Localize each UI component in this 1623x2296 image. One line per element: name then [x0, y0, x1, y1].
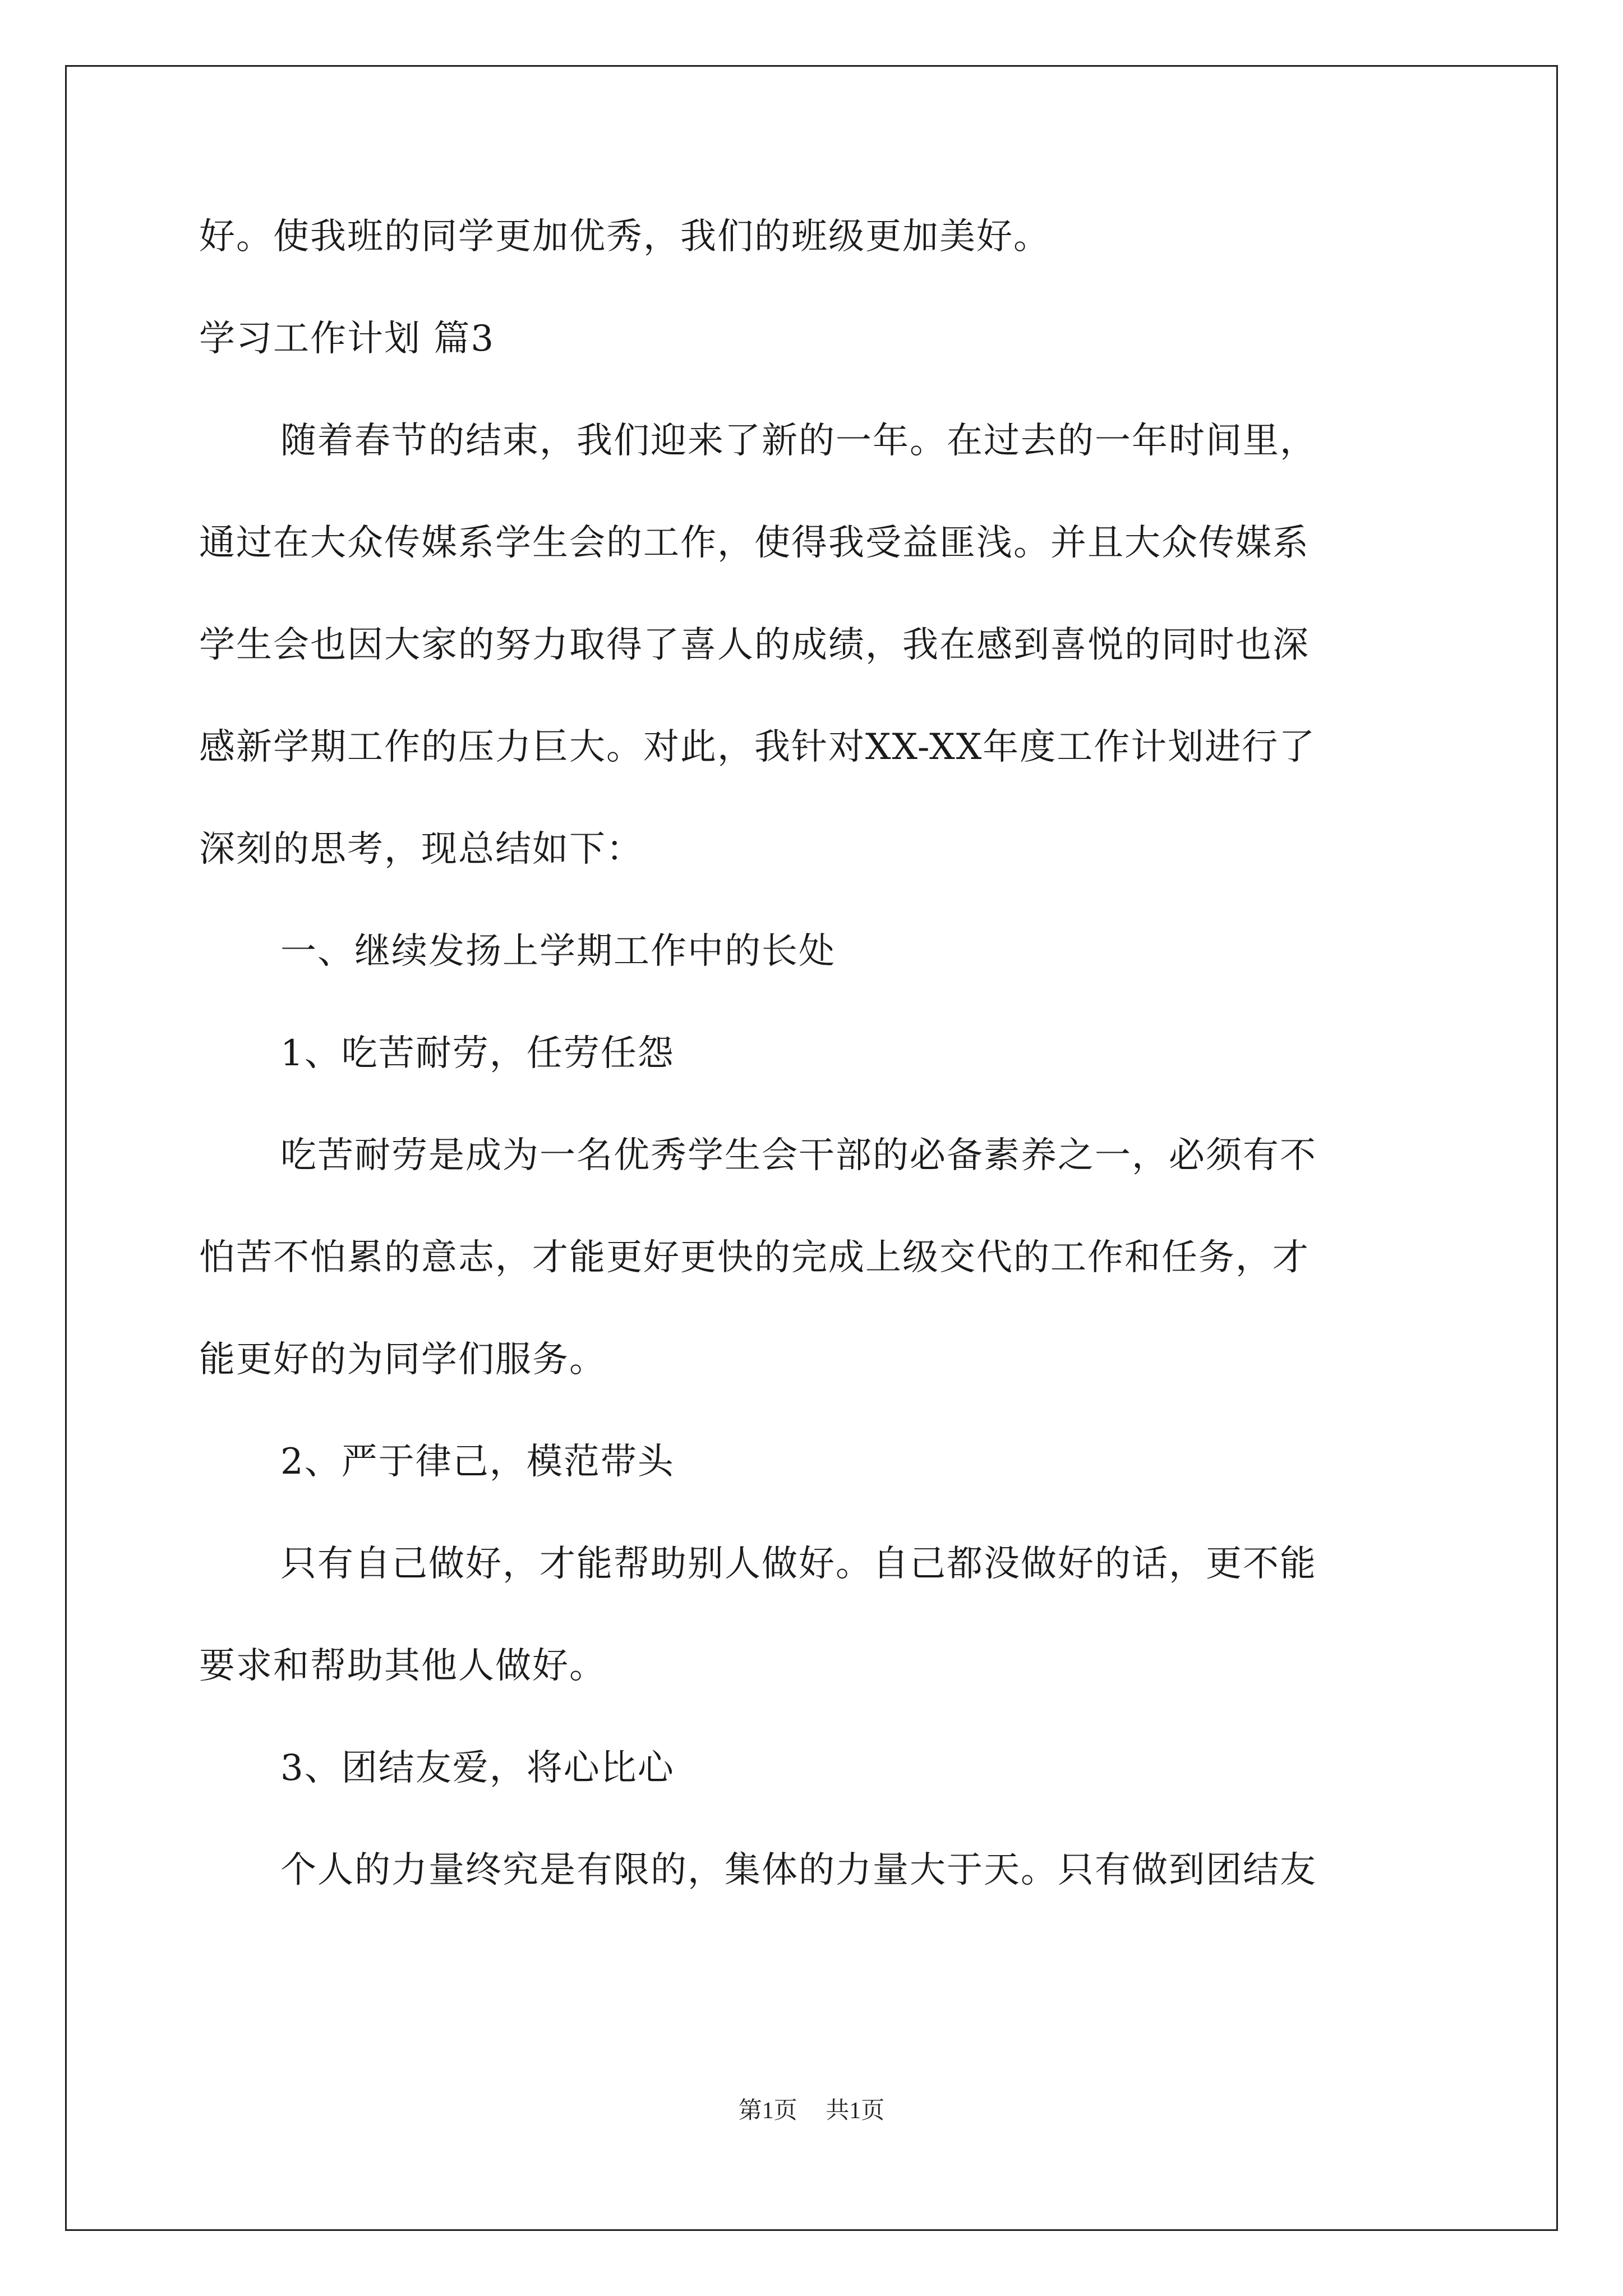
page-count: 共1页	[826, 2098, 885, 2124]
list-item-heading: 1、吃苦耐劳，任劳任怨	[280, 1033, 675, 1074]
paragraph-line: 通过在大众传媒系学生会的工作，使得我受益匪浅。并且大众传媒系	[199, 522, 1310, 564]
subheading: 一、继续发扬上学期工作中的长处	[280, 931, 836, 972]
section-heading: 学习工作计划 篇3	[199, 318, 495, 360]
paragraph-line: 个人的力量终究是有限的，集体的力量大于天。只有做到团结友	[280, 1849, 1317, 1891]
paragraph-line: 要求和帮助其他人做好。	[199, 1645, 606, 1687]
paragraph-line: 深刻的思考，现总结如下：	[199, 829, 643, 870]
paragraph-line: 随着春节的结束，我们迎来了新的一年。在过去的一年时间里，	[280, 420, 1317, 462]
page-number: 第1页	[738, 2098, 797, 2124]
paragraph-line: 只有自己做好，才能帮助别人做好。自己都没做好的话，更不能	[280, 1543, 1317, 1585]
paragraph-line: 怕苦不怕累的意志，才能更好更快的完成上级交代的工作和任务，才	[199, 1237, 1310, 1278]
paragraph-line: 好。使我班的同学更加优秀，我们的班级更加美好。	[199, 216, 1050, 257]
paragraph-line: 学生会也因大家的努力取得了喜人的成绩，我在感到喜悦的同时也深	[199, 624, 1310, 666]
list-item-heading: 3、团结友爱，将心比心	[280, 1747, 675, 1789]
paragraph-line: 能更好的为同学们服务。	[199, 1339, 606, 1381]
paragraph-line: 吃苦耐劳是成为一名优秀学生会干部的必备素养之一，必须有不	[280, 1135, 1317, 1176]
page-footer	[0, 2095, 1623, 2127]
list-item-heading: 2、严于律己，模范带头	[280, 1441, 675, 1483]
paragraph-line: 感新学期工作的压力巨大。对此，我针对XX-XX年度工作计划进行了	[199, 726, 1316, 768]
